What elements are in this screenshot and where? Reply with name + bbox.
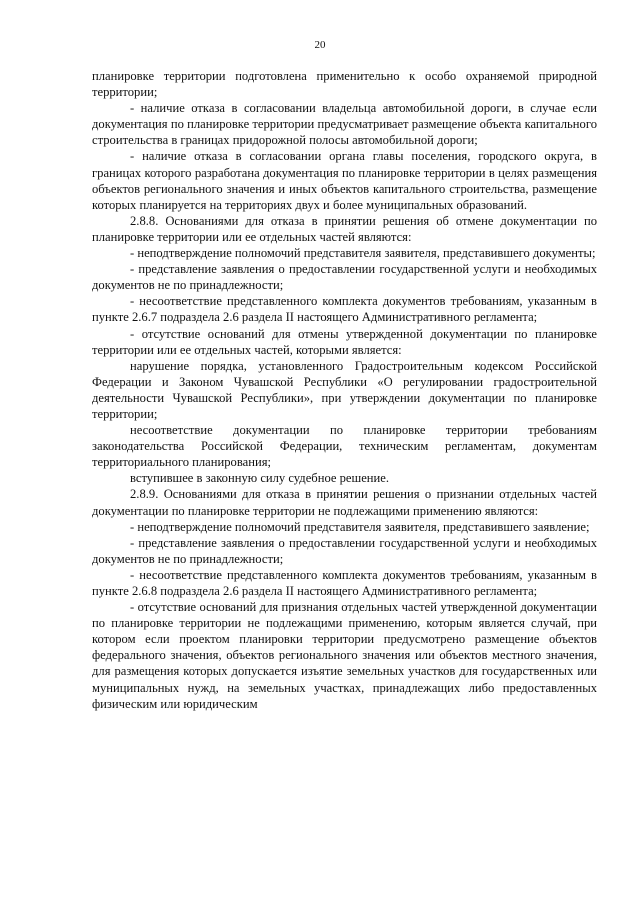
paragraph: вступившее в законную силу судебное решение. (130, 471, 390, 486)
paragraph: несоответствие документации по планировке территории требованиям законодательства Российской Федерации, техническим регламентам, документам территориального планирования; (92, 423, 597, 470)
paragraph: 2.8.9. Основаниями для отказа в принятии решения о признании отдельных частей документации по планировке территории не подлежащими применению являются: (92, 487, 597, 518)
page-number: 20 (314, 39, 326, 51)
document-body (92, 68, 597, 712)
paragraph: - наличие отказа в согласовании органа главы поселения, городского округа, в границах которого разработана документация по планировке территории в целях размещения объектов регионального значения и иных объектов капитального строительства, размещение которых планируется на территориях двух и более муниципальных образований. (92, 149, 597, 212)
paragraph: - наличие отказа в согласовании владельца автомобильной дороги, в случае если документация по планировке территории предусматривает размещение объекта капитального строительства в границах придорожной полосы автомобильной дороги; (92, 101, 597, 148)
paragraph: 2.8.8. Основаниями для отказа в принятии решения об отмене документации по планировке территории или ее отдельных частей являются: (92, 213, 597, 244)
paragraph: - неподтверждение полномочий представителя заявителя, представившего документы; (130, 246, 596, 261)
paragraph: - представление заявления о предоставлении государственной услуги и необходимых документов не по принадлежности; (92, 262, 597, 293)
paragraph: нарушение порядка, установленного Градостроительным кодексом Российской Федерации и Законом Чувашской Республики «О регулировании градостроительной деятельности Чувашской Республики», при утверждении документации по планировке территории; (92, 358, 597, 421)
paragraph: - отсутствие оснований для признания отдельных частей утвержденной документации по планировке территории не подлежащими применению, которым является случай, при котором если проектом планировки территории предусмотрено размещение объектов федерального значения, объектов регионального значения или объектов местного значения, для размещения которых допускается изъятие земельных участков для государственных или муниципальных нужд, на земельных участках, принадлежащих либо предоставленных физическим или юридическим (92, 600, 597, 711)
paragraph: планировке территории подготовлена применительно к особо охраняемой природной территории; (92, 69, 597, 100)
paragraph: - неподтверждение полномочий представителя заявителя, представившего заявление; (130, 519, 590, 534)
paragraph: - отсутствие оснований для отмены утвержденной документации по планировке территории или ее отдельных частей, которыми является: (92, 326, 597, 357)
paragraph: - несоответствие представленного комплекта документов требованиям, указанным в пункте 2.6.8 подраздела 2.6 раздела II настоящего Административного регламента; (92, 567, 597, 598)
paragraph: - представление заявления о предоставлении государственной услуги и необходимых документов не по принадлежности; (92, 535, 597, 566)
paragraph: - несоответствие представленного комплекта документов требованиям, указанным в пункте 2.6.7 подраздела 2.6 раздела II настоящего Административного регламента; (92, 294, 597, 325)
